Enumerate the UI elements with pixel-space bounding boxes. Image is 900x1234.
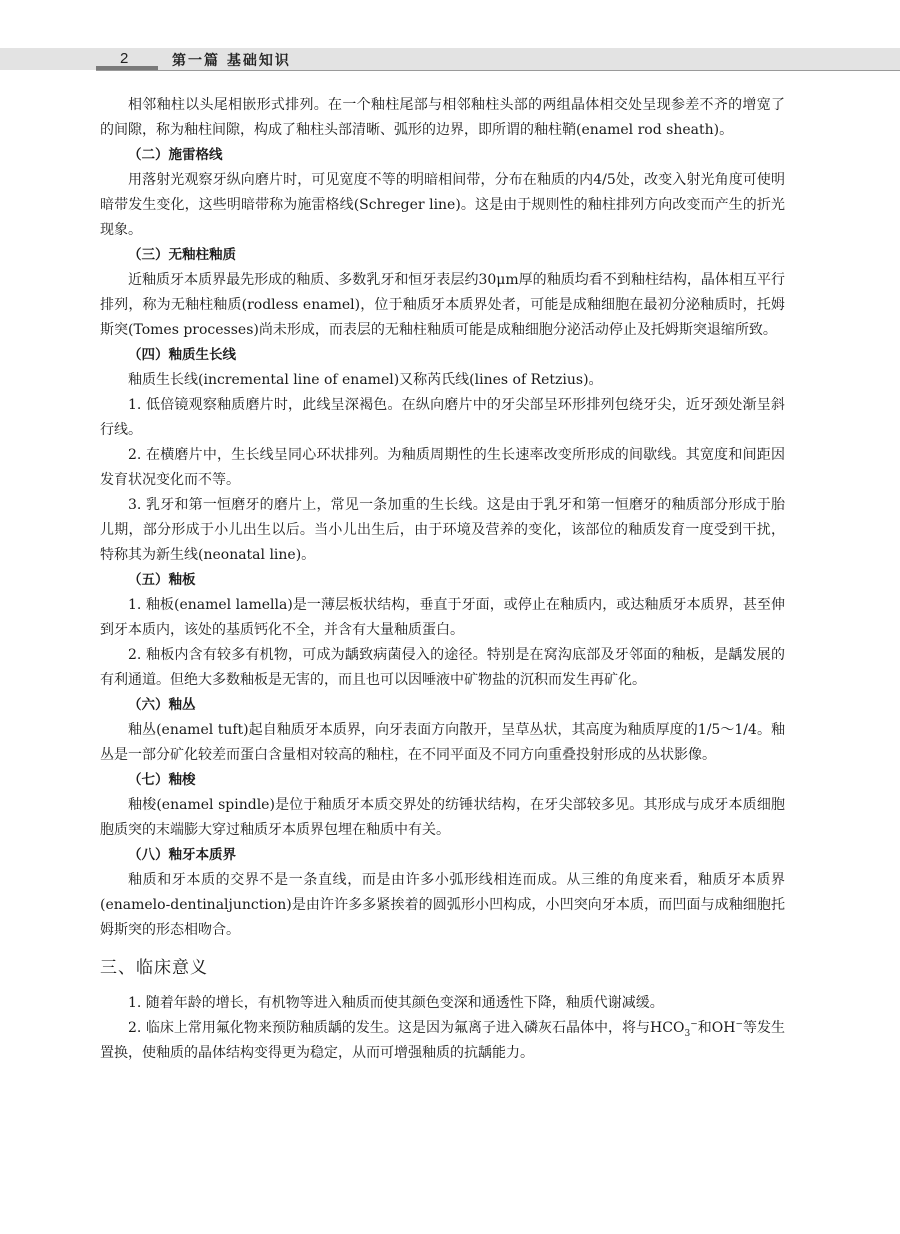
clinical-2-text-b: 和OH — [697, 1020, 736, 1036]
heading-incremental-line: （四）釉质生长线 — [128, 347, 236, 363]
paragraph-enamel-spindle: 釉梭(enamel spindle)是位于釉质牙本质交界处的纺锤状结构，在牙尖部较多见。其形成与成牙本质细胞胞质突的末端膨大穿过釉质牙本质界包埋在釉质中有关。 — [100, 797, 785, 838]
header-rule — [96, 70, 900, 71]
paragraph-clinical-1: 1. 随着年龄的增长，有机物等进入釉质而使其颜色变深和通透性下降，釉质代谢减缓。 — [128, 995, 664, 1011]
heading-rodless-enamel: （三）无釉柱釉质 — [128, 247, 236, 263]
page-number: 2 — [120, 50, 129, 67]
paragraph-intro: 相邻釉柱以头尾相嵌形式排列。在一个釉柱尾部与相邻釉柱头部的两组晶体相交处呈现参差不齐的增宽了的间隙，称为釉柱间隙，构成了釉柱头部清晰、弧形的边界，即所谓的釉柱鞘(enamel rod sheath)。 — [100, 97, 785, 138]
heading-enamel-tuft: （六）釉丛 — [128, 697, 196, 713]
paragraph-enamel-lamella-1: 1. 釉板(enamel lamella)是一薄层板状结构，垂直于牙面，或停止在釉质内，或达釉质牙本质界，甚至伸到牙本质内，该处的基质钙化不全，并含有大量釉质蛋白。 — [100, 597, 785, 638]
paragraph-schreger-line: 用落射光观察牙纵向磨片时，可见宽度不等的明暗相间带，分布在釉质的内4/5处，改变入射光角度可使明暗带发生变化，这些明暗带称为施雷格线(Schreger line)。这是由于规则性的釉柱排列方向改变而产生的折光现象。 — [100, 172, 785, 238]
paragraph-incremental-line-3: 3. 乳牙和第一恒磨牙的磨片上，常见一条加重的生长线。这是由于乳牙和第一恒磨牙的釉质部分形成于胎儿期，部分形成于小儿出生以后。当小儿出生后，由于环境及营养的变化，该部位的釉质发育一度受到干扰，特称其为新生线(neonatal line)。 — [100, 497, 785, 563]
paragraph-incremental-line-2: 2. 在横磨片中，生长线呈同心环状排列。为釉质周期性的生长速率改变所形成的间歇线。其宽度和间距因发育状况变化而不等。 — [100, 447, 785, 488]
paragraph-enamel-lamella-2: 2. 釉板内含有较多有机物，可成为龋致病菌侵入的途径。特别是在窝沟底部及牙邻面的釉板，是龋发展的有利通道。但绝大多数釉板是无害的，而且也可以因唾液中矿物盐的沉积而发生再矿化。 — [100, 647, 785, 688]
bicarbonate-subscript: 3 — [684, 1028, 691, 1039]
paragraph-clinical-2 — [100, 1016, 785, 1066]
paragraph-enamel-tuft: 釉丛(enamel tuft)起自釉质牙本质界，向牙表面方向散开，呈草丛状，其高度为釉质厚度的1/5～1/4。釉丛是一部分矿化较差而蛋白含量相对较高的釉柱，在不同平面及不同方向重叠投射形成的丛状影像。 — [100, 722, 785, 763]
bicarbonate-charge: − — [690, 1019, 698, 1030]
heading-schreger-line: （二）施雷格线 — [128, 147, 223, 163]
heading-enamel-spindle: （七）釉梭 — [128, 772, 196, 788]
page-body — [100, 93, 785, 1066]
paragraph-incremental-line-1: 1. 低倍镜观察釉质磨片时，此线呈深褐色。在纵向磨片中的牙尖部呈环形排列包绕牙尖，近牙颈处渐呈斜行线。 — [100, 397, 785, 438]
part-title: 第一篇 基础知识 — [172, 53, 291, 69]
heading-clinical-significance: 三、临床意义 — [100, 958, 208, 978]
heading-enamel-lamella: （五）釉板 — [128, 572, 196, 588]
paragraph-rodless-enamel: 近釉质牙本质界最先形成的釉质、多数乳牙和恒牙表层约30μm厚的釉质均看不到釉柱结构，晶体相互平行排列，称为无釉柱釉质(rodless enamel)，位于釉质牙本质界处者，可能是成釉细胞在最初分泌釉质时，托姆斯突(Tomes processes)尚未形成，而表层的无釉柱釉质可能是成釉细胞分泌活动停止及托姆斯突退缩所致。 — [100, 272, 785, 338]
hydroxide-charge: − — [735, 1019, 743, 1030]
heading-dej: （八）釉牙本质界 — [128, 847, 236, 863]
clinical-2-text-c: 等发生置换，使釉质的晶体结构变得更为稳定，从而可增强釉质的抗龋能力。 — [100, 1020, 786, 1061]
clinical-2-text-a: 2. 临床上常用氟化物来预防釉质龋的发生。这是因为氟离子进入磷灰石晶体中，将与HCO — [128, 1020, 685, 1036]
paragraph-incremental-line-def: 釉质生长线(incremental line of enamel)又称芮氏线(lines of Retzius)。 — [128, 372, 603, 388]
paragraph-dej: 釉质和牙本质的交界不是一条直线，而是由许多小弧形线相连而成。从三维的角度来看，釉质牙本质界(enamelo-dentinaljunction)是由许许多多紧挨着的圆弧形小凹构成，小凹突向牙本质，而凹面与成釉细胞托姆斯突的形态相吻合。 — [100, 872, 785, 938]
